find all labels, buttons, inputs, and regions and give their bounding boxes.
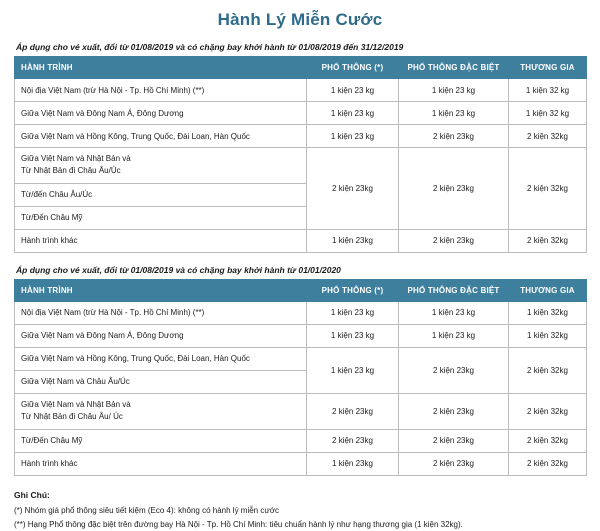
cell-premium-economy: 2 kiện 23kg bbox=[399, 429, 509, 452]
cell-premium-economy: 1 kiện 23 kg bbox=[399, 301, 509, 324]
column-header-economy: PHỔ THÔNG (*) bbox=[307, 57, 399, 79]
cell-route: Nội địa Việt Nam (trừ Hà Nội - Tp. Hồ Chí Minh) (**) bbox=[15, 301, 307, 324]
cell-route-line1: Giữa Việt Nam và Nhật Bản và bbox=[21, 399, 131, 409]
section-2-note: Áp dụng cho vé xuất, đổi từ 01/08/2019 và có chặng bay khởi hành từ 01/01/2020 bbox=[16, 264, 341, 275]
cell-economy: 2 kiện 23kg bbox=[307, 148, 399, 230]
footer-notes bbox=[14, 488, 586, 531]
cell-economy: 1 kiện 23 kg bbox=[307, 125, 399, 148]
cell-route: Giữa Việt Nam và Châu Âu/Úc bbox=[15, 370, 307, 393]
cell-route: Hành trình khác bbox=[15, 452, 307, 475]
baggage-table-2 bbox=[14, 279, 587, 476]
cell-premium-economy: 2 kiện 23kg bbox=[399, 125, 509, 148]
cell-route: Giữa Việt Nam và Hồng Kông, Trung Quốc, Đài Loan, Hàn Quốc bbox=[15, 347, 307, 370]
column-header-business: THƯƠNG GIA bbox=[509, 57, 587, 79]
cell-premium-economy: 1 kiện 23 kg bbox=[399, 102, 509, 125]
cell-business: 2 kiện 32kg bbox=[509, 347, 587, 393]
cell-route bbox=[15, 393, 307, 429]
note-line-1: (*) Nhóm giá phổ thông siêu tiết kiệm (Eco 4): không có hành lý miễn cước bbox=[14, 506, 279, 515]
cell-premium-economy: 2 kiện 23kg bbox=[399, 452, 509, 475]
table-row bbox=[15, 229, 587, 252]
cell-economy: 1 kiện 23 kg bbox=[307, 79, 399, 102]
table-row bbox=[15, 429, 587, 452]
page-title: Hành Lý Miễn Cước bbox=[217, 10, 383, 29]
cell-economy: 1 kiện 23kg bbox=[307, 452, 399, 475]
cell-premium-economy: 2 kiện 23kg bbox=[399, 229, 509, 252]
table-row bbox=[15, 301, 587, 324]
cell-route-line1: Giữa Việt Nam và Nhật Bản và bbox=[21, 154, 131, 163]
cell-route: Từ/đến Châu Âu/Úc bbox=[15, 183, 307, 206]
table-row bbox=[15, 324, 587, 347]
cell-business: 2 kiện 32kg bbox=[509, 452, 587, 475]
cell-premium-economy: 2 kiện 23kg bbox=[399, 393, 509, 429]
cell-business: 2 kiện 32kg bbox=[509, 148, 587, 230]
cell-premium-economy: 1 kiện 23 kg bbox=[399, 324, 509, 347]
table-header-row bbox=[15, 279, 587, 301]
column-header-economy: PHỔ THÔNG (*) bbox=[307, 279, 399, 301]
column-header-premium-economy: PHỔ THÔNG ĐẶC BIỆT bbox=[399, 57, 509, 79]
note-line-2: (**) Hạng Phổ thông đặc biệt trên đường bay Hà Nội - Tp. Hồ Chí Minh: tiêu chuẩn hành lý như hạng thương gia (1 kiện 32kg). bbox=[14, 519, 463, 529]
baggage-table-1 bbox=[14, 56, 587, 253]
table-row bbox=[15, 125, 587, 148]
cell-route-line2: Từ Nhật Bản đi Châu Âu/Úc bbox=[21, 166, 121, 176]
cell-route-line2: Từ Nhật Bản đi Châu Âu/ Úc bbox=[21, 412, 123, 422]
section-1-note: Áp dụng cho vé xuất, đổi từ 01/08/2019 và có chặng bay khởi hành từ 01/08/2019 đến 31/12/2019 bbox=[16, 42, 404, 52]
table-header-row bbox=[15, 57, 587, 79]
notes-title: Ghi Chú: bbox=[14, 489, 50, 500]
cell-premium-economy: 1 kiện 23 kg bbox=[399, 79, 509, 102]
cell-business: 1 kiện 32kg bbox=[509, 324, 587, 347]
cell-business: 2 kiện 32kg bbox=[509, 393, 587, 429]
column-header-premium-economy: PHỔ THÔNG ĐẶC BIỆT bbox=[399, 279, 509, 301]
column-header-route: HÀNH TRÌNH bbox=[15, 57, 307, 79]
column-header-route: HÀNH TRÌNH bbox=[15, 279, 307, 301]
cell-route: Giữa Việt Nam và Đông Nam Á, Đông Dương bbox=[15, 324, 307, 347]
cell-route: Nội địa Việt Nam (trừ Hà Nội - Tp. Hồ Chí Minh) (**) bbox=[15, 79, 307, 102]
table-row bbox=[15, 79, 587, 102]
cell-route: Từ/Đến Châu Mỹ bbox=[15, 206, 307, 229]
cell-premium-economy: 2 kiện 23kg bbox=[399, 148, 509, 230]
cell-economy: 1 kiện 23 kg bbox=[307, 102, 399, 125]
cell-route: Giữa Việt Nam và Hồng Kông, Trung Quốc, Đài Loan, Hàn Quốc bbox=[15, 125, 307, 148]
cell-route: Từ/Đến Châu Mỹ bbox=[15, 429, 307, 452]
cell-economy: 1 kiện 23kg bbox=[307, 229, 399, 252]
cell-business: 2 kiện 32kg bbox=[509, 125, 587, 148]
cell-business: 1 kiện 32 kg bbox=[509, 102, 587, 125]
table-row bbox=[15, 102, 587, 125]
cell-route bbox=[15, 148, 307, 184]
cell-economy: 2 kiện 23kg bbox=[307, 393, 399, 429]
cell-business: 2 kiện 32kg bbox=[509, 229, 587, 252]
table-row bbox=[15, 148, 587, 184]
cell-business: 1 kiện 32 kg bbox=[509, 79, 587, 102]
cell-route: Giữa Việt Nam và Đông Nam Á, Đông Dương bbox=[15, 102, 307, 125]
cell-route: Hành trình khác bbox=[15, 229, 307, 252]
cell-premium-economy: 2 kiện 23kg bbox=[399, 347, 509, 393]
cell-economy: 2 kiện 23kg bbox=[307, 429, 399, 452]
table-row bbox=[15, 393, 587, 429]
table-row bbox=[15, 347, 587, 370]
cell-economy: 1 kiện 23 kg bbox=[307, 324, 399, 347]
table-row bbox=[15, 452, 587, 475]
cell-economy: 1 kiện 23 kg bbox=[307, 347, 399, 393]
cell-business: 1 kiện 32kg bbox=[509, 301, 587, 324]
cell-business: 2 kiện 32kg bbox=[509, 429, 587, 452]
cell-economy: 1 kiện 23 kg bbox=[307, 301, 399, 324]
column-header-business: THƯƠNG GIA bbox=[509, 279, 587, 301]
